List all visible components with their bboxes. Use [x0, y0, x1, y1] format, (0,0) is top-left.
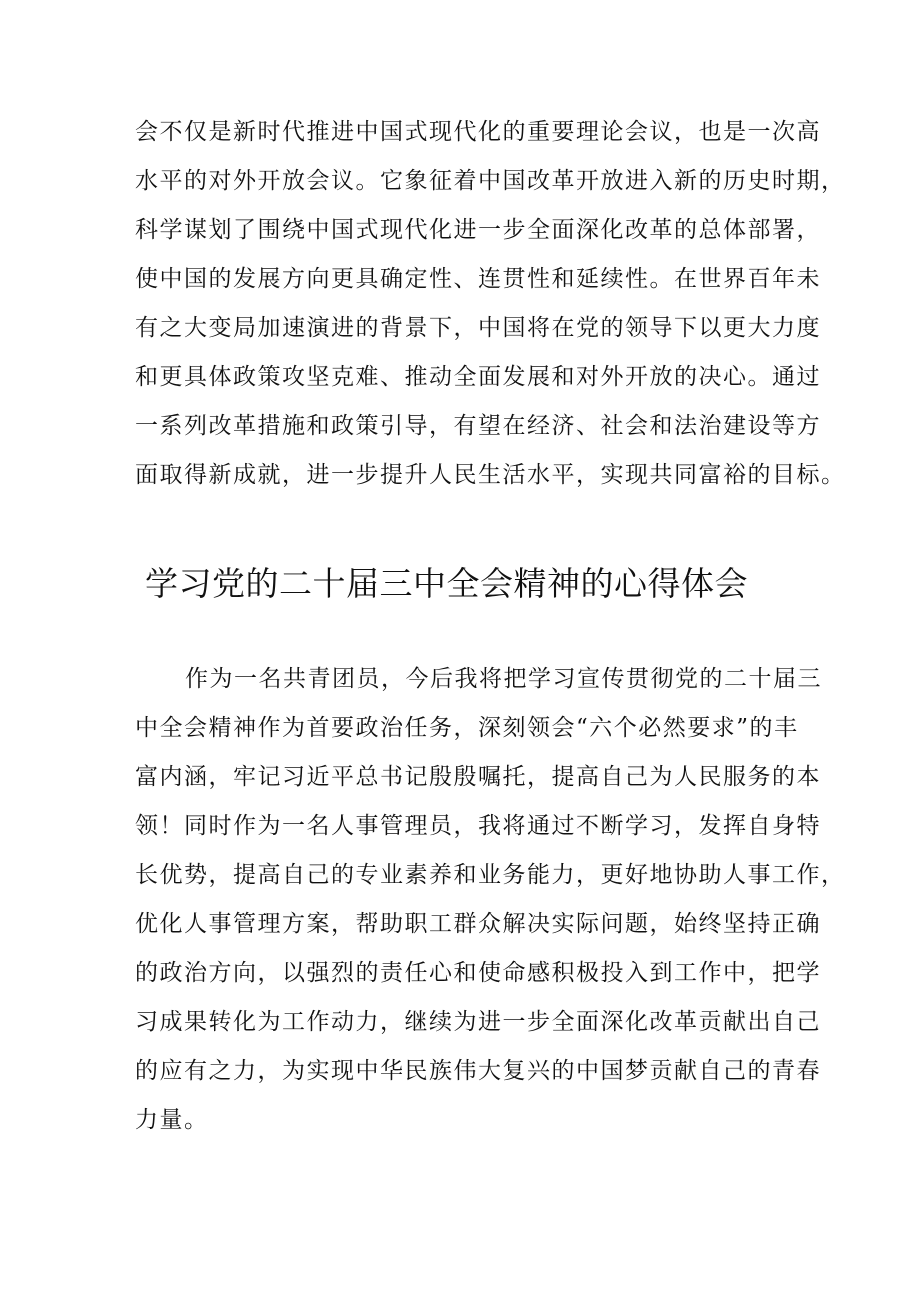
paragraph-2-line: 中全会精神作为首要政治任务，深刻领会“六个必然要求”的丰 [135, 715, 799, 741]
paragraph-1-line: 科学谋划了围绕中国式现代化进一步全面深化改革的总体部署， [135, 217, 821, 243]
paragraph-2-line: 长优势，提高自己的专业素养和业务能力，更好地协助人事工作， [135, 862, 846, 888]
paragraph-1-line: 水平的对外开放会议。它象征着中国改革开放进入新的历史时期， [135, 168, 846, 194]
paragraph-2-line: 优化人事管理方案，帮助职工群众解决实际问题，始终坚持正确 [135, 911, 821, 937]
paragraph-2-line: 习成果转化为工作动力，继续为进一步全面深化改革贡献出自己 [135, 1009, 821, 1035]
section-heading: 学习党的二十届三中全会精神的心得体会 [145, 564, 748, 603]
paragraph-2-line: 作为一名共青团员，今后我将把学习宣传贯彻党的二十届三 [185, 666, 822, 692]
paragraph-2-line: 富内涵，牢记习近平总书记殷殷嘱托，提高自己为人民服务的本 [135, 764, 821, 790]
paragraph-1-line: 有之大变局加速演进的背景下，中国将在党的领导下以更大力度 [135, 315, 821, 341]
paragraph-2-line: 的应有之力，为实现中华民族伟大复兴的中国梦贡献自己的青春 [135, 1058, 821, 1084]
paragraph-2-line: 力量。 [135, 1107, 209, 1133]
paragraph-1-line: 会不仅是新时代推进中国式现代化的重要理论会议，也是一次高 [135, 119, 821, 145]
paragraph-2-line: 领！同时作为一名人事管理员，我将通过不断学习，发挥自身特 [135, 813, 821, 839]
paragraph-1-line: 一系列改革措施和政策引导，有望在经济、社会和法治建设等方 [135, 413, 821, 439]
paragraph-1-line: 和更具体政策攻坚克难、推动全面发展和对外开放的决心。通过 [135, 364, 821, 390]
paragraph-1-line: 使中国的发展方向更具确定性、连贯性和延续性。在世界百年未 [135, 266, 821, 292]
paragraph-2-line: 的政治方向，以强烈的责任心和使命感积极投入到工作中，把学 [135, 960, 821, 986]
paragraph-1-line: 面取得新成就，进一步提升人民生活水平，实现共同富裕的目标。 [135, 462, 846, 488]
